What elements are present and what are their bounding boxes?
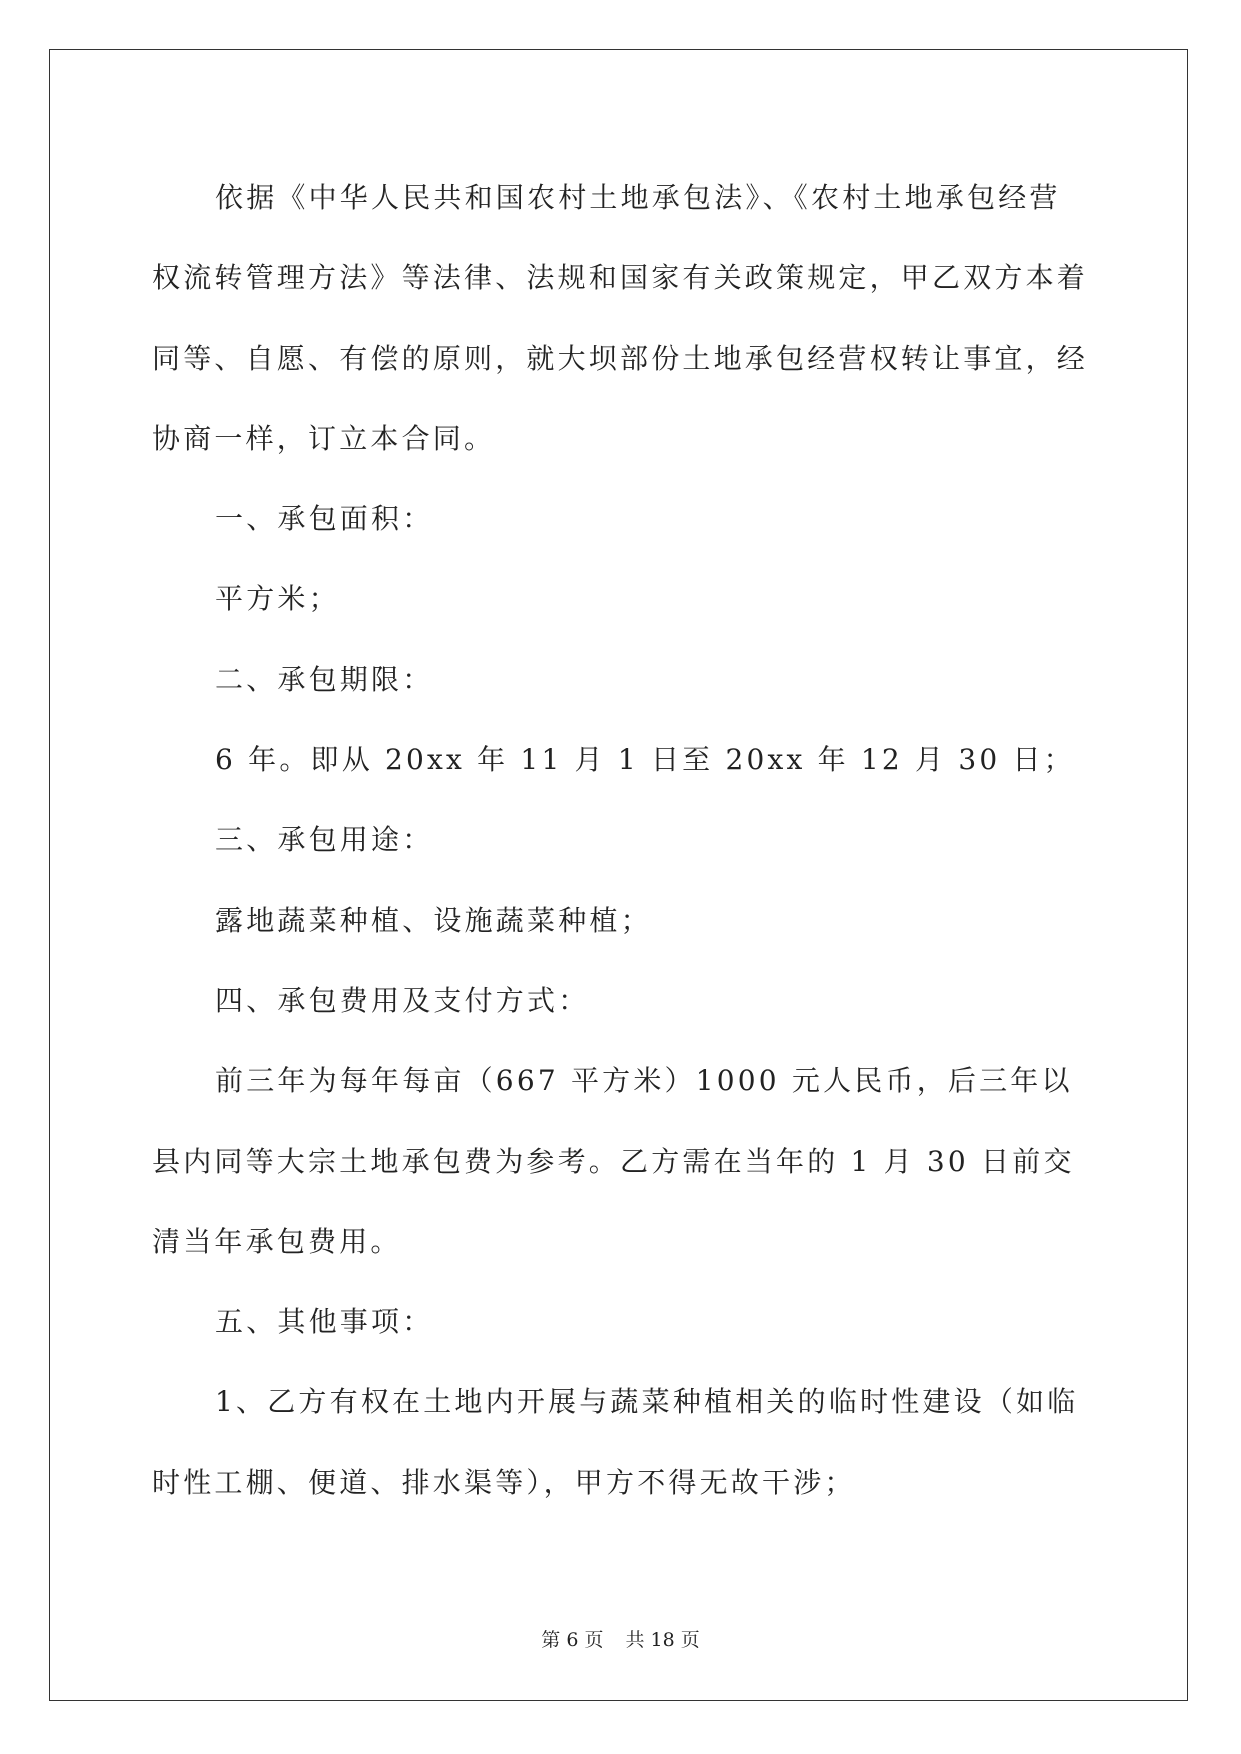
page-number-total: 共 18 页	[625, 1629, 700, 1651]
document-body	[152, 158, 1090, 1523]
page-number-current: 第 6 页	[541, 1629, 604, 1651]
paragraph-contract-term: 6 年。即从 20xx 年 11 月 1 日至 20xx 年 12 月 30 日；	[215, 743, 1075, 777]
paragraph-preamble: 依据《中华人民共和国农村土地承包法》、《农村土地承包经营权流转管理方法》等法律、法规和国家有关政策规定，甲乙双方本着同等、自愿、有偿的原则，就大坝部份土地承包经营权转让事宜，经协商一样，订立本合同。	[152, 181, 1089, 455]
heading-contract-area: 一、承包面积：	[215, 502, 434, 536]
heading-other-matters: 五、其他事项：	[215, 1305, 434, 1339]
heading-contract-use: 三、承包用途：	[215, 823, 434, 857]
paragraph-contract-area: 平方米；	[215, 582, 340, 616]
paragraph-contract-use: 露地蔬菜种植、设施蔬菜种植；	[215, 903, 652, 937]
page-footer	[0, 1625, 1241, 1652]
heading-contract-fee: 四、承包费用及支付方式：	[215, 983, 590, 1017]
paragraph-other-matters-1: 1、乙方有权在土地内开展与蔬菜种植相关的临时性建设（如临时性工棚、便道、排水渠等），甲方不得无故干涉；	[152, 1385, 1079, 1499]
paragraph-contract-fee: 前三年为每年每亩（667 平方米）1000 元人民币，后三年以县内同等大宗土地承包费为参考。乙方需在当年的 1 月 30 日前交清当年承包费用。	[152, 1064, 1075, 1258]
heading-contract-term: 二、承包期限：	[215, 662, 434, 696]
